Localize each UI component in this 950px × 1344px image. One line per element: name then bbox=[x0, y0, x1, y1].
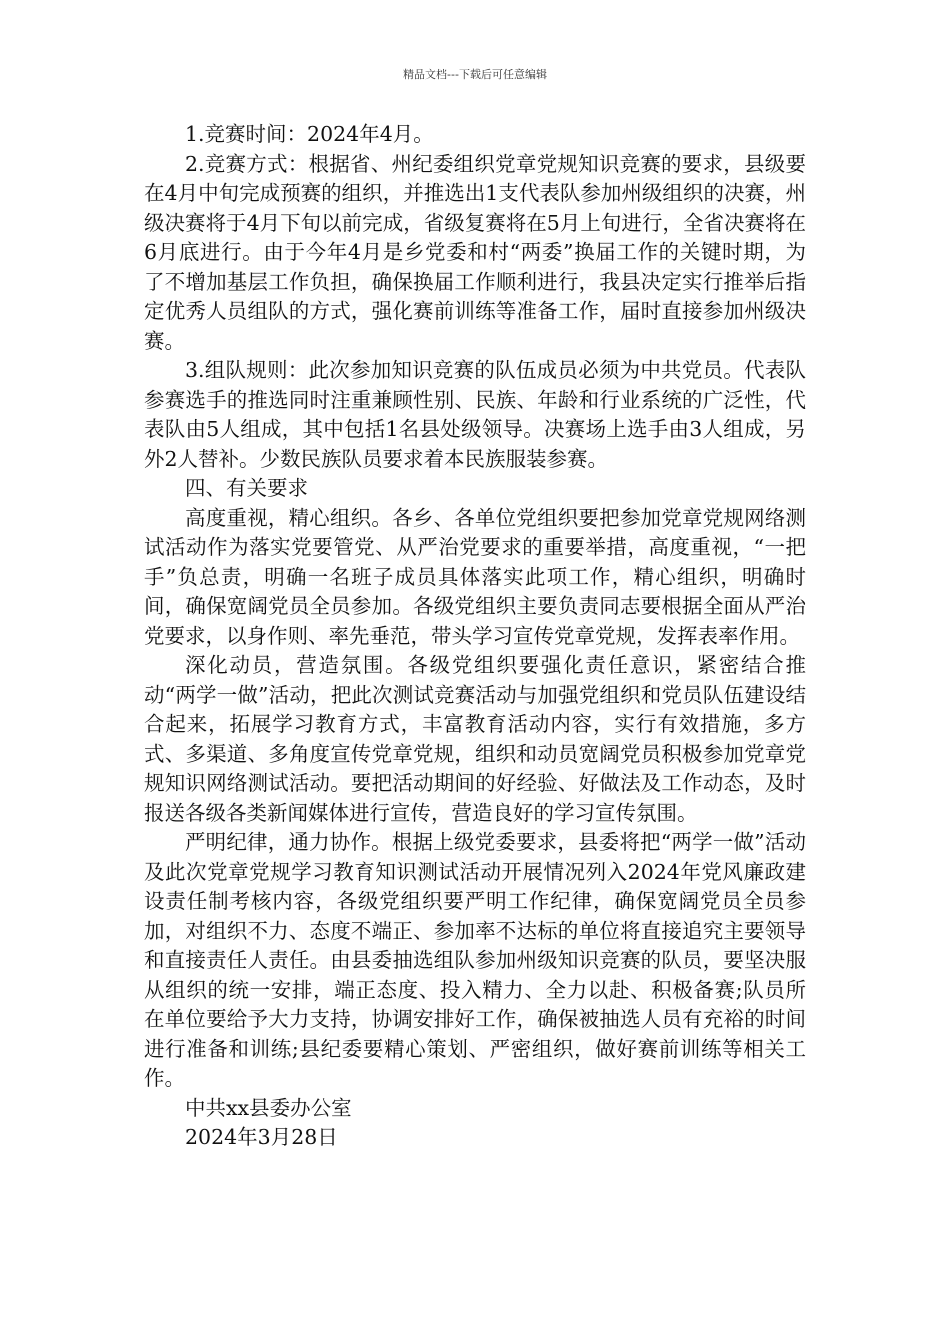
document-body bbox=[144, 120, 806, 1153]
paragraph-discipline: 严明纪律，通力协作。根据上级党委要求，县委将把“两学一做”活动及此次党章党规学习教育知识测试活动开展情况列入2024年党风廉政建设责任制考核内容，各级党组织要严明工作纪律，确保宽阔党员全员参加，对组织不力、态度不端正、参加率不达标的单位将直接追究主要领导和直接责任人责任。由县委抽选组队参加州级知识竞赛的队员，要坚决服从组织的统一安排，端正态度、投入精力、全力以赴、积极备赛;队员所在单位要给予大力支持，协调安排好工作，确保被抽选人员有充裕的时间进行准备和训练;县纪委要精心策划、严密组织，做好赛前训练等相关工作。 bbox=[144, 830, 806, 1090]
paragraph-competition-format: 2.竞赛方式：根据省、州纪委组织党章党规知识竞赛的要求，县级要在4月中旬完成预赛的组织，并推选出1支代表队参加州级组织的决赛，州级决赛将于4月下旬以前完成，省级复赛将在5月上旬进行，全省决赛将在6月底进行。由于今年4月是乡党委和村“两委”换届工作的关键时期，为了不增加基层工作负担，确保换届工作顺利进行，我县决定实行推举后指定优秀人员组队的方式，强化赛前训练等准备工作，届时直接参加州级决赛。 bbox=[144, 151, 806, 353]
page-header-note: 精品文档---下载后可任意编辑 bbox=[403, 68, 547, 81]
paragraph-mobilization: 深化动员，营造氛围。各级党组织要强化责任意识，紧密结合推动“两学一做”活动，把此次测试竞赛活动与加强党组织和党员队伍建设结合起来，拓展学习教育方式，丰富教育活动内容，实行有效措施，多方式、多渠道、多角度宣传党章党规，组织和动员宽阔党员积极参加党章党规知识网络测试活动。要把活动期间的好经验、好做法及工作动态，及时报送各级各类新闻媒体进行宣传，营造良好的学习宣传氛围。 bbox=[144, 653, 806, 825]
section-heading-requirements: 四、有关要求 bbox=[185, 476, 308, 500]
signature-date: 2024年3月28日 bbox=[185, 1125, 338, 1149]
paragraph-competition-time: 1.竞赛时间：2024年4月。 bbox=[185, 122, 434, 146]
paragraph-team-rules: 3.组队规则：此次参加知识竞赛的队伍成员必须为中共党员。代表队参赛选手的推选同时注重兼顾性别、民族、年龄和行业系统的广泛性，代表队由5人组成，其中包括1名县处级领导。决赛场上选手由3人组成，另外2人替补。少数民族队员要求着本民族服装参赛。 bbox=[144, 358, 806, 471]
signature-issuer: 中共xx县委办公室 bbox=[185, 1095, 352, 1120]
paragraph-high-attention: 高度重视，精心组织。各乡、各单位党组织要把参加党章党规网络测试活动作为落实党要管党、从严治党要求的重要举措，高度重视，“一把手”负总责，明确一名班子成员具体落实此项工作，精心组织，明确时间，确保宽阔党员全员参加。各级党组织主要负责同志要根据全面从严治党要求，以身作则、率先垂范，带头学习宣传党章党规，发挥表率作用。 bbox=[144, 505, 806, 648]
